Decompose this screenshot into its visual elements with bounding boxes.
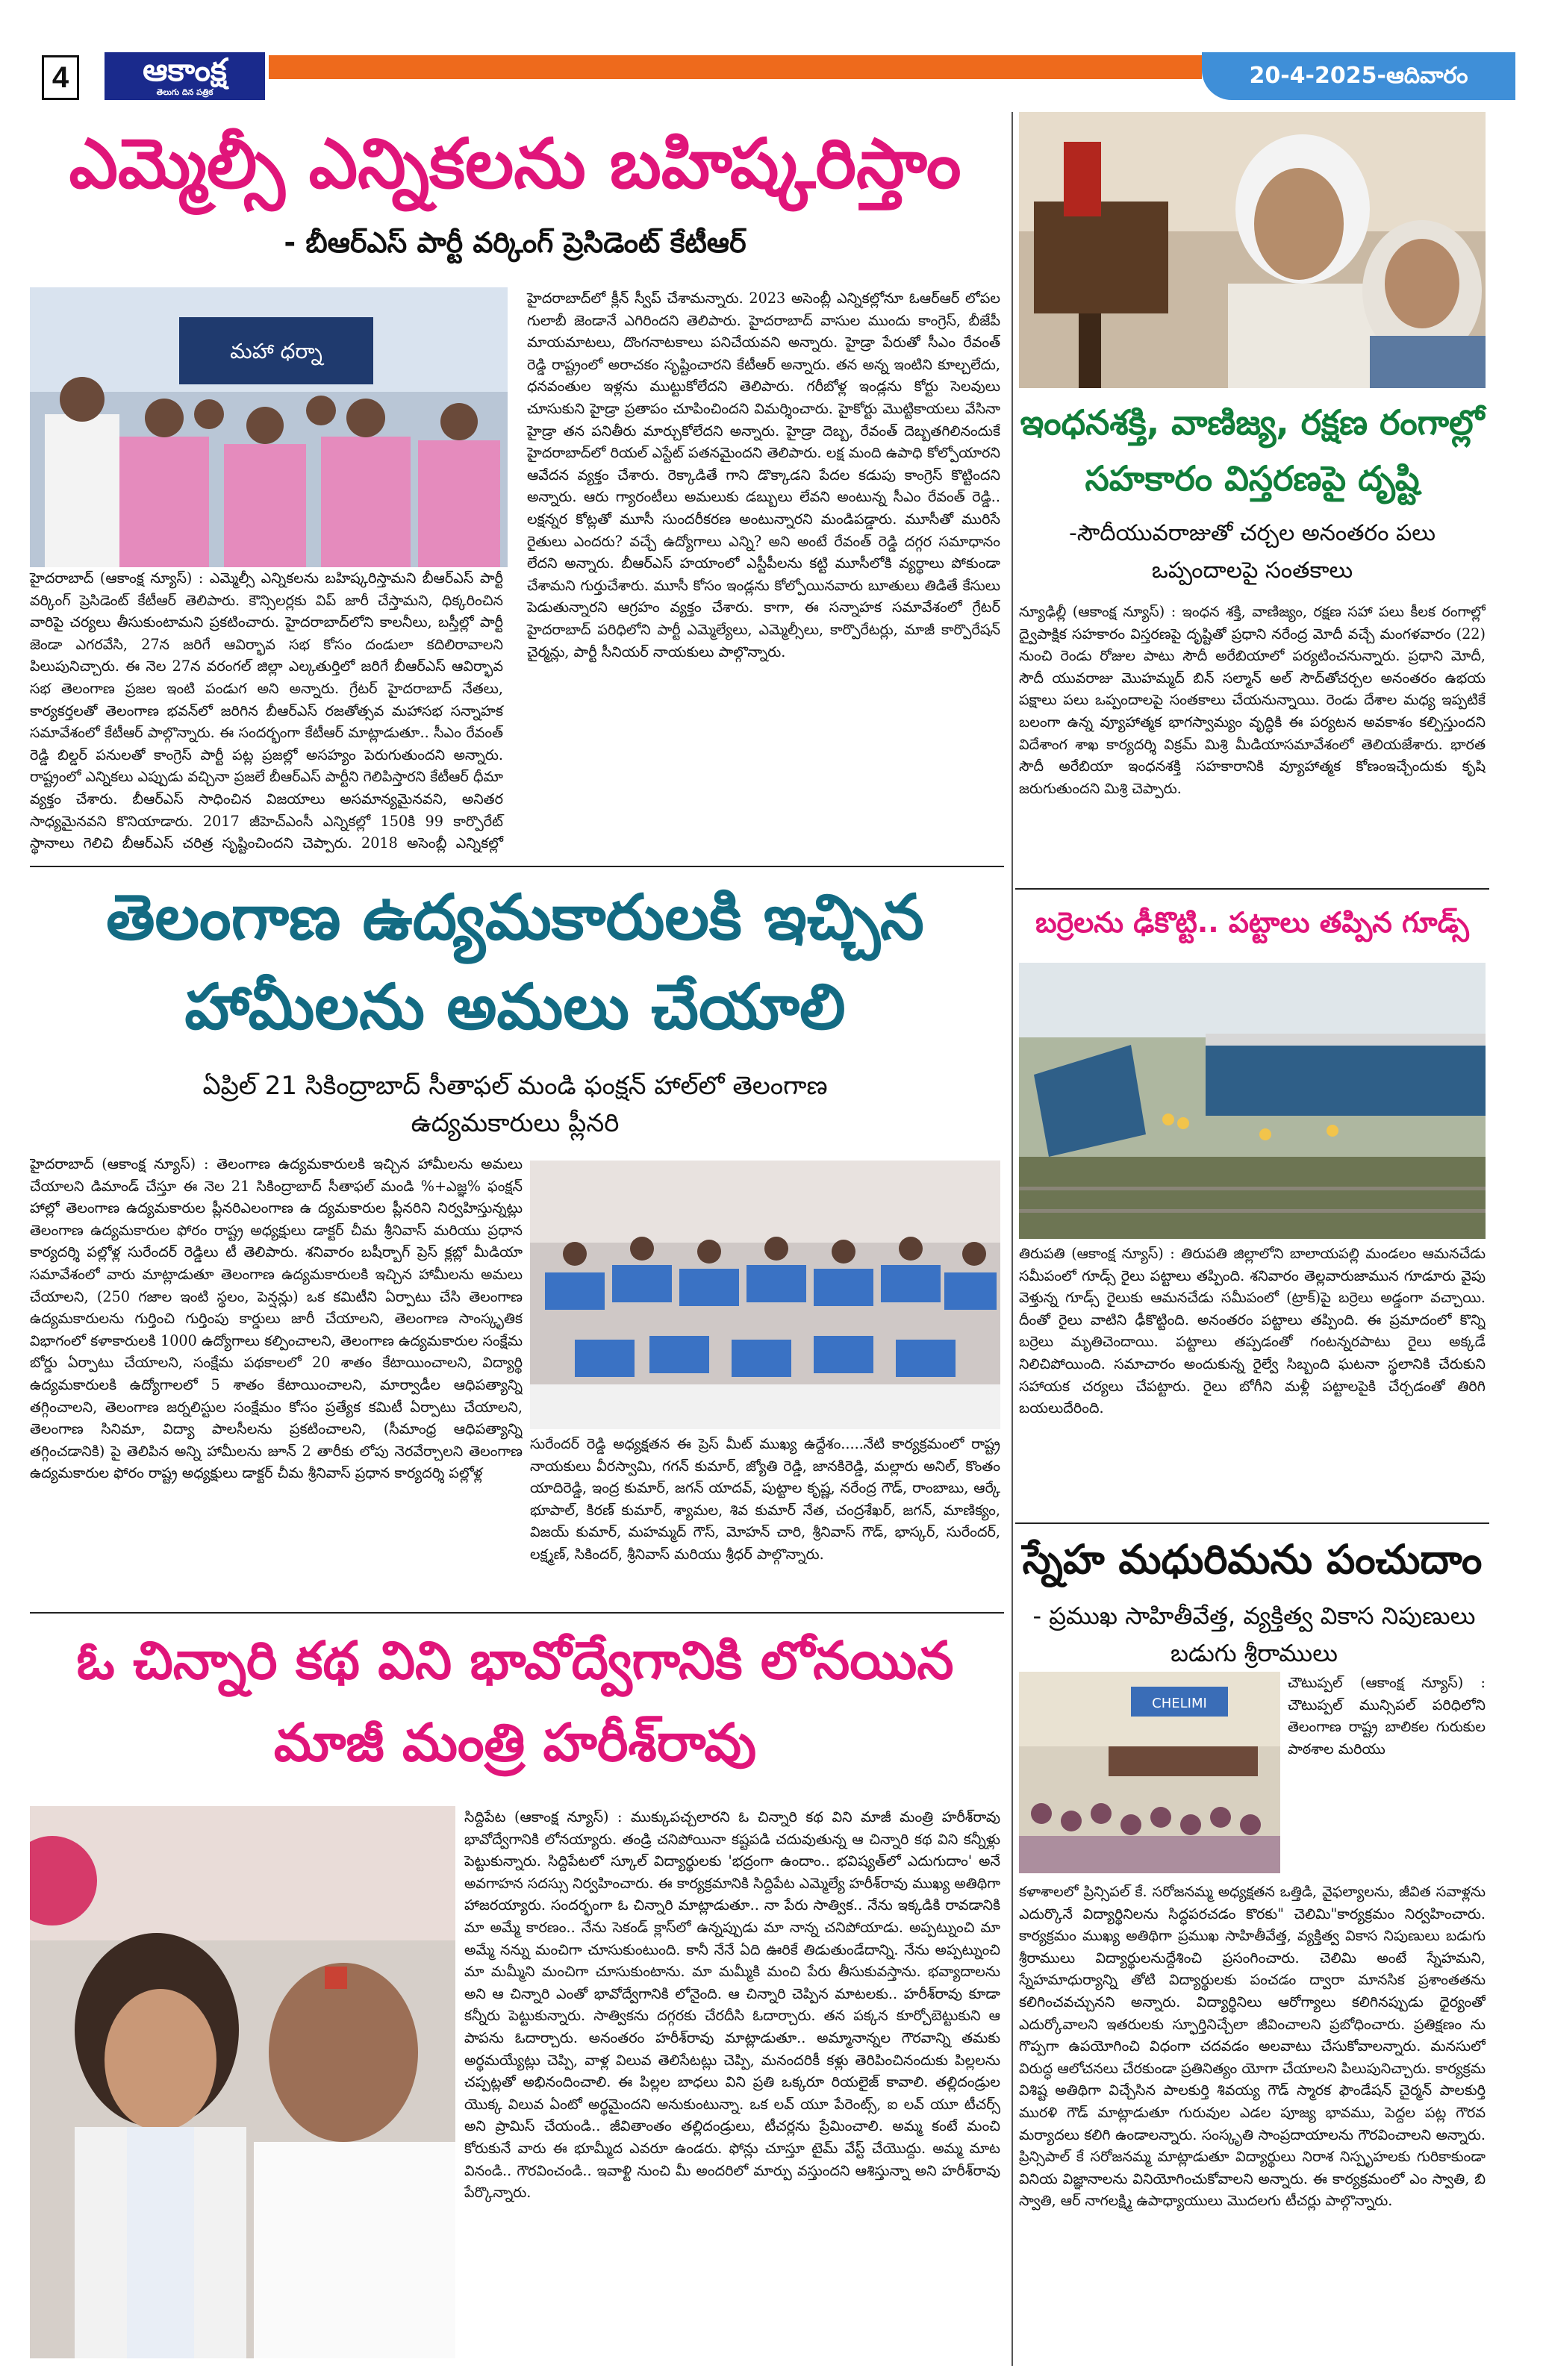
harish-rao-photo-art bbox=[30, 1806, 455, 2358]
chelimi-banner-text: CHELIMI bbox=[1152, 1696, 1207, 1711]
divider-line bbox=[30, 1612, 1004, 1614]
logo-tagline: తెలుగు దిన పత్రిక bbox=[156, 87, 213, 97]
article6-headline: స్నేహ మధురిమను పంచుదాం bbox=[1022, 1536, 1483, 1583]
harish-rao-photo bbox=[30, 1806, 455, 2358]
divider-line bbox=[30, 866, 1004, 867]
divider-line bbox=[1015, 1522, 1489, 1524]
ktr-banner-text: మహా ధర్నా bbox=[230, 339, 322, 363]
chelimi-event-photo-art bbox=[1019, 1672, 1280, 1873]
article6-body-side: చౌటుప్పల్ (ఆకాంక్ష న్యూస్) : చౌటుప్పల్ మున్సిపల్ పరిధిలోని తెలంగాణ రాష్ట్ర బాలికల గురుకుల పాఠశాల మరియు bbox=[1288, 1674, 1486, 1758]
plenary-group-photo-art bbox=[530, 1161, 1000, 1429]
page-number: 4 bbox=[42, 55, 79, 100]
newspaper-logo bbox=[105, 52, 265, 100]
derailed-train-photo-art bbox=[1019, 963, 1486, 1239]
article6-subhead: - ప్రముఖ సాహితీవేత్త, వ్యక్తిత్వ వికాస నిపుణులు బడుగు శ్రీరాములు bbox=[1032, 1602, 1476, 1667]
girl-figure bbox=[75, 1933, 246, 2358]
derailed-train-photo bbox=[1019, 963, 1486, 1239]
article4-headline-line1: ఇంధనశక్తి, వాణిజ్య, రక్షణ రంగాల్లో bbox=[1020, 402, 1485, 443]
article1-headline: ఎమ్మెల్సీ ఎన్నికలను బహిష్కరిస్తాం bbox=[69, 124, 961, 204]
article1-photo-spacer bbox=[30, 287, 503, 567]
divider-line bbox=[1015, 888, 1489, 890]
plenary-group-photo bbox=[530, 1161, 1000, 1429]
column-divider bbox=[1011, 112, 1013, 2366]
article3-headline-line1: ఓ చిన్నారి కథ విని భావోద్వేగానికి లోనయిన bbox=[76, 1630, 954, 1691]
article2-headline-line1: తెలంగాణ ఉద్యమకారులకి ఇచ్చిన bbox=[106, 881, 924, 954]
article3-body: సిద్దిపేట (ఆకాంక్ష న్యూస్) : ముక్కుపచ్చలారని ఓ చిన్నారి కథ విని మాజీ మంత్రి హరీశ్‌రావు భావోద్వేగానికి లోనయ్యారు. తండ్రి చనిపోయినా కష్టపడి చదువుతున్న ఆ చిన్నారి కథ విని కన్నీళ్లు పెట్టుకున్నారు. సిద్దిపేటలో స్కూల్ విద్యార్థులకు 'భద్రంగా ఉందాం.. భవిష్యత్‌లో ఎదుగుదాం' అనే అవగాహన సదస్సు నిర్వహించారు. ఈ కార్యక్రమానికి సిద్దిపేట ఎమ్మెల్యే హరీశ్‌రావు ముఖ్య అతిథిగా హాజరయ్యారు. సందర్భంగా ఓ చిన్నారి మాట్లాడుతూ.. నా పేరు సాత్విక.. నేను ఇక్కడికి రావడానికి మా అమ్మే కారణం.. నేను సెకండ్ క్లాస్‌లో ఉన్నప్పుడు మా నాన్న చనిపోయాడు. అప్పట్నుంచి మా అమ్మే నన్ను మంచిగా చూసుకుంటుంది. కానీ నేనే ఏది ఊరికే తిడుతుండేదాన్ని. నేను అప్పట్నుంచి మా మమ్మీని మంచిగా చూసుకుంటాను. మా మమ్మీకి మంచి పేరు తీసుకువస్తాను. భవ్యాదాలను అని ఆ చిన్నారి ఎంతో భావోద్వేగానికి లోనైంది. ఆ చిన్నారి చెప్పిన మాటలకు.. హరీశ్‌రావు కూడా కన్నీరు పెట్టుకున్నారు. సాత్వికను దగ్గరకు చేరదీసి ఓదార్చారు. తన పక్కన కూర్చోబెట్టుకుని ఆ పాపను ఓదార్చారు. అనంతరం హరీశ్‌రావు మాట్లాడుతూ.. అమ్మానాన్నల గౌరవాన్ని తమకు అర్థమయ్యేట్లు చెప్పి, వాళ్ల విలువ తెలిసేటట్లు చెప్పి, మనందరికీ కళ్లు తెరిపించినందుకు పిల్లలను చప్పట్లతో అభినందించాలి. ఈ పిల్లల బాధలు విని ప్రతి ఒక్కరూ రియలైజ్ కావాలి. తల్లిదండ్రుల యొక్క విలువ ఏంటో అర్థమైందని అనుకుంటున్నా. ఒక లవ్ యూ పేరెంట్స్, ఐ లవ్ యూ టీచర్స్ అని ప్రామిస్ చేయండి.. జీవితాంతం తల్లిదండ్రులు, టీచర్లను ప్రేమించాలి. అమ్మ కంటే మంచి కోరుకునే వారు ఈ భూమ్మీద ఎవరూ ఉండరు. ఫోన్లు చూస్తూ టైమ్ వేస్ట్ చేయొద్దు. అమ్మ మాట వినండి.. గౌరవించండి.. ఇవాళ్టి నుంచి మీ అందరిలో మార్పు వస్తుందని ఆశిస్తున్నా అని హరీశ్‌రావు పేర్కొన్నారు. bbox=[464, 1808, 1000, 2202]
date-line: 20-4-2025-ఆదివారం bbox=[1202, 52, 1515, 100]
chelimi-event-photo bbox=[1019, 1672, 1280, 1873]
article5-body: తిరుపతి (ఆకాంక్ష న్యూస్) : తిరుపతి జిల్లాలోని బాలాయపల్లి మండలం ఆమనచేడు సమీపంలో గూడ్స్ రైలు పట్టాలు తప్పింది. శనివారం తెల్లవారుజామున గూడూరు వైపు వెళ్తున్న గూడ్స్ రైలుకు ఆమనచేడు సమీపంలో (ట్రాక్)పై బర్రెలు అడ్డంగా వచ్చాయి. దీంతో రైలు వాటిని ఢీకొట్టింది. అనంతరం పట్టాలు తప్పింది. ఈ ప్రమాదంలో కొన్ని బర్రెలు మృతిచెందాయి. పట్టాలు తప్పడంతో గంటన్నరపాటు రైలు అక్కడే నిలిచిపోయింది. సమాచారం అందుకున్న రైల్వే సిబ్బంది ఘటనా స్థలానికి చేరుకుని సహాయక చర్యలు చేపట్టారు. రైలు బోగీని మళ్లీ పట్టాలపైకి చేర్చడంతో తిరిగి బయలుదేరింది. bbox=[1019, 1245, 1486, 1417]
article3-headline-line2: మాజీ మంత్రి హరీశ్‌రావు bbox=[273, 1712, 757, 1773]
logo-text: ఆకాంక్ష bbox=[143, 51, 227, 88]
article4-headline-line2: సహకారం విస్తరణపై దృష్టి bbox=[1085, 458, 1420, 499]
article4-subhead: -సౌదీయువరాజుతో చర్చల అనంతరం పలు ఒప్పందాలపై సంతకాలు bbox=[1069, 520, 1436, 584]
article5-headline: బర్రెలను ఢీకొట్టి.. పట్టాలు తప్పిన గూడ్స్ bbox=[1035, 906, 1469, 939]
article1-body-text: హైదరాబాద్ (ఆకాంక్ష న్యూస్) : ఎమ్మెల్సీ ఎన్నికలను బహిష్కరిస్తామని బీఆర్ఎస్ పార్టీ వర్కింగ్ ప్రెసిడెంట్ కేటీఆర్ తెలిపారు. కౌన్సిలర్లకు విప్ జారీ చేస్తామని, ధిక్కరించిన వారిపై చర్యలు తీసుకుంటామని ప్రకటించారు. హైదరాబాద్‌లోని కాలనీలు, బస్తీల్లో పార్టీ జెండా ఎగరవేసి, 27న జరిగే ఆవిర్భావ సభ కోసం దండులా కదిలిరావాలని పిలుపునిచ్చారు. ఈ నెల 27న వరంగల్ జిల్లా ఎల్కతుర్తిలో జరిగే బీఆర్ఎస్ ఆవిర్భావ సభ తెలంగాణ ప్రజల ఇంటి పండుగ అని అన్నారు. గ్రేటర్ హైదరాబాద్ నేతలు, కార్యకర్తలతో తెలంగాణ భవన్‌లో జరిగిన బీఆర్ఎస్ రజతోత్సవ మహాసభ సన్నాహక సమావేశంలో కేటీఆర్ పాల్గొన్నారు. ఈ సందర్భంగా కేటీఆర్ మాట్లాడుతూ.. సీఎం రేవంత్ రెడ్డి బిల్డర్ పనులతో కాంగ్రెస్ పార్టీ పట్ల ప్రజల్లో అసహ్యం పెరుగుతుందని అన్నారు. రాష్ట్రంలో ఎన్నికలు ఎప్పుడు వచ్చినా ప్రజలే బీఆర్ఎస్ పార్టీని గెలిపిస్తారని కేటీఆర్ ధీమా వ్యక్తం చేశారు. బీఆర్ఎస్ సాధించిన విజయాలు అసమాన్యమైనవని, అనితర సాధ్యమైనవని కొనియాడారు. 2017 జీహెచ్ఎంసీ ఎన్నికల్లో 150కి 99 కార్పొరేట్ స్థానాలు గెలిచి బీఆర్ఎస్ చరిత్ర సృష్టించిందని చెప్పారు. 2018 అసెంబ్లీ ఎన్నికల్లో హైదరాబాద్‌లో క్లీన్ స్వీప్ చేశామన్నారు. 2023 అసెంబ్లీ ఎన్నికల్లోనూ ఓఆర్ఆర్ లోపల గులాబీ జెండానే ఎగిరిందని తెలిపారు. హైదరాబాద్ వాసుల ముందు కాంగ్రెస్, బీజేపీ మాయమాటలు, దొంగనాటకాలు పనిచేయవని అన్నారు. హైడ్రా పేరుతో సీఎం రేవంత్ రెడ్డి రాష్ట్రంలో అరాచకం సృష్టించారని కేటీఆర్ అన్నారు. తన అన్న ఇంటిని కూల్చలేదు, ధనవంతుల ఇళ్లను ముట్టుకోలేదని తెలిపారు. గరీబోళ్ల ఇండ్లను కోర్టు సెలవులు చూసుకుని హైడ్రా ప్రతాపం చూపించిందని విమర్శించారు. హైకోర్టు మొట్టికాయలు వేసినా హైడ్రా తన పనితీరు మార్చుకోలేదని అన్నారు. హైడ్రా దెబ్బ, రేవంత్ దెబ్బతగిలినందుకే హైదరాబాద్‌లో రియల్ ఎస్టేట్ పతనమైందని తెలిపారు. లక్ష మంది ఉపాధి కోల్పోయారని ఆవేదన వ్యక్తం చేశారు. రెక్కాడితే గాని డొక్కాడని పేదల కడుపు కాంగ్రెస్ కొట్టిందని అన్నారు. ఆరు గ్యారంటీలు అమలుకు డబ్బులు లేవని అంటున్న సీఎం రేవంత్ రెడ్డి.. లక్షన్నర కోట్లతో మూసీ సుందరీకరణ అంటున్నారని మండిపడ్డారు. మూసీతో మురిసే రైతులు ఎందరు? వచ్చే ఉద్యోగాలు ఎన్ని? అని అంటే రేవంత్ రెడ్డి దగ్గర సమాధానం లేదని అన్నారు. బీఆర్ఎస్ హయాంలో ఎస్టీపీలను కట్టి మూసీలోకి వ్యర్థాలు పోకుండా చేశామని గుర్తుచేశారు. మూసీ కోసం ఇండ్లను కోల్పోయినవారు బూతులు తిడితే కేసులు పెడుతున్నారని ఆగ్రహం వ్యక్తం చేశారు. కాగా, ఈ సన్నాహక సమావేశంలో గ్రేటర్ హైదరాబాద్ పరిధిలోని పార్టీ ఎమ్మెల్యేలు, ఎమ్మెల్సీలు, కార్పొరేటర్లు, మాజీ కార్పొరేషన్ చైర్మన్లు, పార్టీ సీనియర్ నాయకులు పాల్గొన్నారు. bbox=[30, 290, 1000, 852]
article4-body: న్యూఢిల్లీ (ఆకాంక్ష న్యూస్) : ఇంధన శక్తి, వాణిజ్యం, రక్షణ సహా పలు కీలక రంగాల్లో ద్వైపాక్షిక సహకారం విస్తరణపై దృష్టితో ప్రధాని నరేంద్ర మోదీ వచ్చే మంగళవారం (22) నుంచి రెండు రోజుల పాటు సౌదీ అరేబియాలో పర్యటించనున్నారు. ప్రధాని మోదీ, సౌదీ యువరాజు మొహమ్మద్ బిన్ సల్మాన్ అల్ సౌద్‌తోచర్చల అనంతరం ఉభయ పక్షాలు పలు ఒప్పందాలపై సంతకాలు చేయనున్నాయి. రెండు దేశాల మధ్య ఇప్పటికే బలంగా ఉన్న వ్యూహాత్మక భాగస్వామ్యం వృద్ధికి ఈ పర్యటన అవకాశం కల్పిస్తుందని విదేశాంగ శాఖ కార్యదర్శి విక్రమ్ మిశ్రి మీడియాసమావేశంలో తెలియజేశారు. భారత సౌదీ అరేబియా ఇంధనశక్తి సహకారానికి వ్యూహాత్మక కోణంఇచ్చేందుకు కృషి జరుగుతుందని మిశ్రి చెప్పారు. bbox=[1019, 603, 1486, 797]
article1-body bbox=[30, 287, 1000, 862]
article2-subhead: ఏప్రిల్ 21 సికింద్రాబాద్ సీతాఫల్ మండి ఫంక్షన్ హాల్‌లో తెలంగాణ ఉద్యమకారులు ప్లీనరి bbox=[202, 1071, 828, 1138]
modi-figure bbox=[1362, 220, 1486, 388]
masthead-band bbox=[269, 55, 1202, 79]
article2-body-left: హైదరాబాద్ (ఆకాంక్ష న్యూస్) : తెలంగాణ ఉద్యమకారులకి ఇచ్చిన హామీలను అమలు చేయాలని డిమాండ్ చేస్తూ ఈ నెల 21 సికింద్రాబాద్ సీతాఫల్ మండి %+ఎజ్ఞ% ఫంక్షన్ హాల్లో తెలంగాణ ఉద్యమకారుల ప్లీనరిఎలంగాణ ఉ ద్యమకారుల ప్లీనరిని నిర్వహిస్తున్నట్లు తెలంగాణ ఉద్యమకారుల ఫోరం రాష్ట్ర అధ్యక్షులు డాక్టర్ చీమ శ్రీనివాస్ మరియు ప్రధాన కార్యదర్శి పల్లోళ్ల సురేందర్ రెడ్డిలు టీ తెలిపారు. శనివారం బషీర్బాగ్ ప్రెస్ క్లబ్లో మీడియా సమావేశంలో వారు మాట్లాడుతూ తెలంగాణ ఉద్యమకారులకి ఇచ్చిన హామీలను అమలు చేయాలని, (250 గజాల ఇంటి స్థలం, పెన్షన్లు) ఒక కమిటీని ఏర్పాటు చేసి తెలంగాణ ఉద్యమకారులను గుర్తించి గుర్తింపు కార్డులు జారీ చేయాలని, తెలంగాణ సాంస్కృతిక విభాగంలో కళాకారులకి 1000 ఉద్యోగాలు కల్పించాలని, తెలంగాణ ఉద్యమకారుల సంక్షేమ బోర్డు ఏర్పాటు చేయాలని, సంక్షేమ పథకాలలో 20 శాతం కేటాయించాలని, విద్యార్థి ఉద్యమకారులకి ఉద్యోగాలలో 5 శాతం కేటాయించాలని, మార్వాడీల ఆధిపత్యాన్ని తగ్గించాలని, తెలంగాణ జర్నలిస్టుల సంక్షేమం కోసం ప్రత్యేక కమిటీ ఏర్పాటు చేయాలని, తెలంగాణ సినిమా, విద్యా పాలసీలను ప్రకటించాలని, (సీమాంధ్ర ఆధిపత్యాన్ని తగ్గించడానికి) పై తెలిపిన అన్ని హామీలను జూన్ 2 తారీకు లోపు నెరవేర్చాలని తెలంగాణ ఉద్యమకారుల ఫోరం రాష్ట్ర అధ్యక్షులు డాక్టర్ చీమ శ్రీనివాస్ ప్రధాన కార్యదర్శి పల్లోళ్ల bbox=[30, 1155, 523, 1482]
article2-body-right: సురేందర్ రెడ్డి అధ్యక్షతన ఈ ప్రెస్ మీట్ ముఖ్య ఉద్దేశం.....నేటి కార్యక్రమంలో రాష్ట్ర నాయకులు వీరస్వామి, గగన్ కుమార్, జ్యోతి రెడ్డి, జానకిరెడ్డి, మల్లారు అనిల్, కొంతం యాదిరెడ్డి, ఇంద్ర కుమార్, జగన్ యాదవ్, పుట్టాల కృష్ణ, నరేంద్ర గౌడ్, రాంబాబు, ఆర్కే భూపాల్, కిరణ్ కుమార్, శ్యామల, శివ కుమార్ నేత, చంద్రశేఖర్, జగన్, మాణిక్యం, విజయ్ కుమార్, మహమ్మద్ గౌస్, మోహన్ చారి, శ్రీనివాస్ గౌడ్, భాస్కర్, సురేందర్, లక్ష్మణ్, సికిందర్, శ్రీనివాస్ మరియు శ్రీధర్ పాల్గొన్నారు. bbox=[530, 1435, 1000, 1563]
modi-saudi-photo-art bbox=[1019, 112, 1486, 388]
modi-saudi-photo bbox=[1019, 112, 1486, 388]
article6-body: కళాశాలలో ప్రిన్సిపల్ కే. సరోజనమ్మ అధ్యక్షతన ఒత్తిడి, వైఫల్యాలను, జీవిత సవాళ్లను ఎదుర్కొనే విద్యార్థినిలను సిద్ధపరచడం కొరకు" చెలిమి"కార్యక్రమం నిర్వహించారు. కార్యక్రమం ముఖ్య అతిథిగా ప్రముఖ సాహితీవేత్త, వ్యక్తిత్వ వికాస నిపుణులు బడుగు శ్రీరాములు విద్యార్థులనుద్దేశించి ప్రసంగించారు. చెలిమి అంటే స్నేహమని, స్నేహమాధుర్యాన్ని తోటి విద్యార్థులకు పంచడం ద్వారా మానసిక ప్రశాంతతను కలిగించవచ్చునని అన్నారు. విద్యార్థినిలు ఆరోగ్యాలు కలిగినప్పుడు ధైర్యంతో ఎదుర్కోవాలని ఇతరులకు స్ఫూర్తినిచ్చేలా జీవించాలని ప్రబోధించారు. ప్రతిక్షణం ను గొప్పగా ఉపయోగించి విధంగా చదవడం అలవాటు చేసుకోవాలన్నారు. మనసులో విరుద్ధ ఆలోచనలు చేరకుండా ప్రతినిత్యం యోగా చేయాలని పిలుపునిచ్చారు. కార్యక్రమ విశిష్ట అతిథిగా విచ్చేసిన పాలకుర్తి శివయ్య గౌడ్ స్మారక ఫౌండేషన్ చైర్మన్ పాలకుర్తి మురళి గౌడ్ మాట్లాడుతూ గురువుల ఎడల పూజ్య భావము, పెద్దల పట్ల గౌరవ మర్యాదలు కలిగి ఉండాలన్నారు. సంస్కృతి సాంప్రదాయాలను గౌరవించాలని అన్నారు. ప్రిన్సిపాల్ కే సరోజనమ్మ మాట్లాడుతూ విద్యార్థులు నిరాశ నిస్పృహలకు గురికాకుండా వినియ విజ్ఞానాలను వినియోగించుకోవాలని అన్నారు. ఈ కార్యక్రమంలో ఎం స్వాతి, బి స్వాతి, ఆర్ నాగలక్ష్మి ఉపాధ్యాయులు మొదలగు టీచర్లు పాల్గొన్నారు. bbox=[1019, 1883, 1486, 2210]
article2-headline-line2: హామీలను అమలు చేయాలి bbox=[184, 970, 846, 1043]
article1-subhead: - బీఆర్ఎస్ పార్టీ వర్కింగ్ ప్రెసిడెంట్ కేటీఆర్ bbox=[284, 226, 746, 259]
